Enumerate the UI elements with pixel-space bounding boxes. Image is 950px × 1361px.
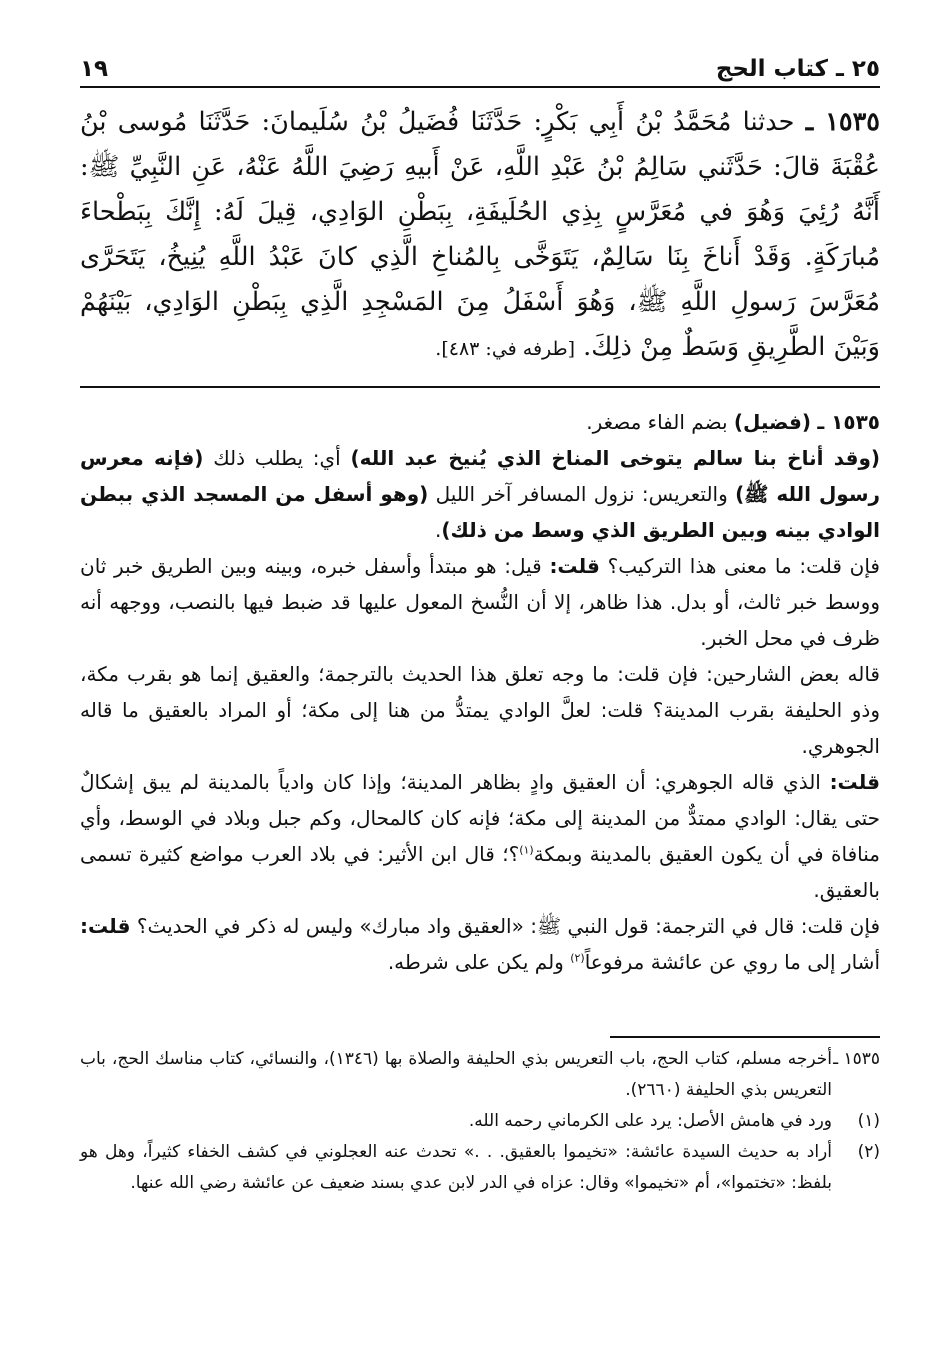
- footnote-text: أراد به حديث السيدة عائشة: «تخيموا بالعقيق. . .» تحدث عنه العجلوني في كشف الخفاء كثيراً، وهل هو بلفظ: «تختموا»، أم «تخيموا» وقال: عزاه في الدر لابن عدي بسند ضعيف عن عائشة رضي الله عنها.: [80, 1142, 832, 1193]
- page-number: ١٩: [80, 56, 109, 82]
- commentary-text: ولم يكن على شرطه.: [387, 950, 564, 974]
- qultu-marker: قلت:: [80, 914, 131, 938]
- commentary-text: ؟؛ قال ابن الأثير: في بلاد العرب مواضع كثيرة تسمى بالعقيق.: [80, 842, 880, 902]
- commentary-text: فإن قلت: قال في الترجمة: قول النبي ﷺ: «العقيق واد مبارك» وليس له ذكر في الحديث؟: [136, 914, 881, 938]
- commentary-text: والتعريس: نزول المسافر آخر الليل: [435, 482, 728, 506]
- footnote-text: ورد في هامش الأصل: يرد على الكرماني رحمه الله.: [468, 1111, 832, 1131]
- qultu-marker: قلت:: [829, 770, 880, 794]
- commentary-text: فإن قلت: ما معنى هذا التركيب؟: [607, 554, 880, 578]
- commentary-text: .: [434, 518, 442, 542]
- hadith-body: حدثنا مُحَمَّدُ بْنُ أَبِي بَكْرٍ: حَدَّثَنَا فُضَيلُ بْنُ سُلَيمانَ: حَدَّثَنَا مُوسى بْنُ عُقْبَةَ قالَ: حَدَّثَني سَالِمُ بْنُ عَبْدِ اللَّهِ، عَنْ أَبيهِ رَضِيَ اللَّهُ عَنْهُ، عَنِ النَّبِيِّ ﷺ: أَنَّهُ رُئِيَ وَهُوَ في مُعَرَّسٍ بِذِي الحُلَيفَةِ، بِبَطْنِ الوَادِي، قِيلَ لَهُ: إِنَّكَ بِبَطْحاءَ مُبارَكَةٍ. وَقَدْ أَناخَ بِنَا سَالِمٌ، يَتَوَخَّى بِالمُناخِ الَّذِي كانَ عَبْدُ اللَّهِ يُنِيخُ، يَتَحَرَّى مُعَرَّسَ رَسولِ اللَّهِ ﷺ، وَهُوَ أَسْفَلُ مِنَ المَسْجِدِ الَّذِي بِبَطْنِ الوَادِي، بَيْنَهُمْ وَبَيْنَ الطَّرِيقِ وَسَطٌ مِنْ ذلِكَ.: [80, 107, 880, 362]
- commentary-text: قاله بعض الشارحين: فإن قلت: ما وجه تعلق هذا الحديث بالترجمة؛ والعقيق إنما هو بقرب مكة، وذو الحليفة بقرب المدينة؟ قلت: لعلَّ الوادي يمتدُّ من هنا إلى مكة؛ أو المراد بالعقيق ما قاله الجوهري.: [80, 662, 880, 758]
- commentary-paragraph: [80, 764, 880, 908]
- footnote-key: (١): [857, 1111, 880, 1131]
- lemma: (فضيل): [733, 410, 811, 434]
- running-title: ٢٥ ـ كتاب الحج: [715, 56, 880, 82]
- page-header: [80, 38, 880, 88]
- commentary-text: أي: يطلب ذلك: [213, 446, 341, 470]
- commentary-text: أشار إلى ما روي عن عائشة مرفوعاً: [584, 950, 880, 974]
- commentary-number: ١٥٣٥ ـ: [817, 410, 880, 434]
- hadith-tarf: [طرفه في: ٤٨٣].: [435, 338, 576, 360]
- lemma: (فإنه معرس رسول الله ﷺ): [80, 446, 881, 506]
- footnote-ref[interactable]: (١): [519, 843, 534, 857]
- section-divider: [80, 386, 880, 388]
- footnote: [80, 1044, 880, 1106]
- footnote: [80, 1106, 880, 1137]
- commentary-paragraph: [80, 656, 880, 764]
- footnote-key: ١٥٣٥ ـ: [833, 1049, 880, 1069]
- footnote-key: (٢): [857, 1142, 880, 1162]
- commentary: [80, 404, 880, 980]
- hadith-number: ١٥٣٥ ـ: [805, 107, 881, 137]
- footnote-divider: [610, 1036, 880, 1038]
- lemma: (وهو أسفل من المسجد الذي ببطن الوادي بينه وبين الطريق الذي وسط من ذلك): [80, 482, 880, 542]
- commentary-paragraph: [80, 548, 880, 656]
- commentary-text: قيل: هو مبتدأ وأسفل خبره، وبينه وبين الطريق خبر ثان ووسط خبر ثالث، أو بدل. هذا ظاهر، إلا أن النُّسخ المعول عليها قد ضبط فيها بالنصب، ووجهه أنه ظرف في محل الخبر.: [80, 554, 880, 650]
- commentary-paragraph: [80, 440, 880, 548]
- commentary-text: الذي قاله الجوهري: أن العقيق وادٍ بظاهر المدينة؛ وإذا كان وادياً بالمدينة لم يبق إشكالٌ حتى يقال: الوادي ممتدٌّ من المدينة إلى مكة؛ فإنه كان كالمحال، وكم جبل وبلاد في الوسط، وأي منافاة في أن يكون العقيق بالمدينة وبمكة: [80, 770, 880, 866]
- footnotes: [80, 1044, 880, 1199]
- footnote: [80, 1137, 880, 1199]
- commentary-text: بضم الفاء مصغر.: [586, 410, 728, 434]
- lemma: (وقد أناخ بنا سالم يتوخى المناخ الذي يُنيخ عبد الله): [350, 446, 881, 470]
- commentary-paragraph: [80, 908, 880, 980]
- footnote-text: أخرجه مسلم، كتاب الحج، باب التعريس بذي الحليفة والصلاة بها (١٣٤٦)، والنسائي، كتاب مناسك الحج، باب التعريس بذي الحليفة (٢٦٦٠).: [80, 1049, 832, 1100]
- commentary-paragraph: [80, 404, 880, 440]
- qultu-marker: قلت:: [549, 554, 600, 578]
- hadith-text: [80, 100, 880, 372]
- footnote-ref[interactable]: (٢): [570, 951, 585, 965]
